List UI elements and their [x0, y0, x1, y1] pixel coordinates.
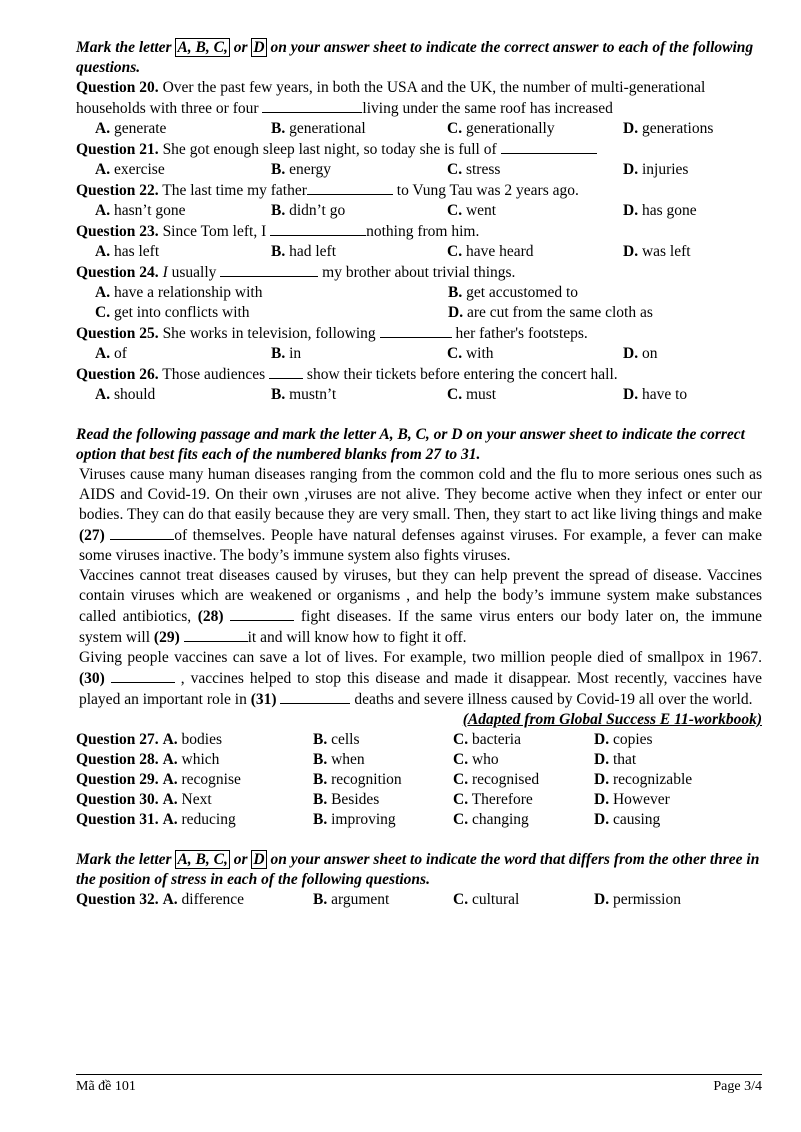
passage-source: (Adapted from Global Success E 11-workbook) — [462, 711, 762, 728]
option-a[interactable]: A. have a relationship with — [95, 284, 263, 301]
option-a[interactable]: difference — [181, 891, 245, 908]
option-a[interactable]: A. has left — [95, 243, 160, 260]
option-c[interactable]: changing — [471, 811, 529, 828]
answer-blank — [280, 689, 350, 704]
question-20: Question 20. Over the past few years, in both the USA and the UK, the number of multi-generational households with three or four living under the same roof has increased — [76, 79, 706, 117]
option-c[interactable]: C. have heard — [447, 243, 534, 260]
section3-instructions: Mark the letter A, B, C, or D on your answer sheet to indicate the word that differs from the other three in the position of stress in each of the following questions. — [76, 851, 760, 888]
option-a[interactable]: Next — [181, 791, 212, 808]
reading-passage — [76, 465, 762, 710]
passage-paragraph-1: Viruses cause many human diseases ranging from the common cold and the flu to more serious ones such as AIDS and Covid-19. On their own ,viruses are not alive. They become active when they infect or enter our bodies. They can do that easily because they are very small. Then, they start to act like living things and make (27) of themselves. People have natural defenses against viruses. For example, a fever can make some viruses inactive. The body’s immune system also fights viruses. — [79, 466, 763, 564]
option-c[interactable]: recognised — [471, 771, 540, 788]
question-27: Question 27. A. bodies B. cells C. bacteria D. copies — [76, 731, 653, 748]
answer-blank — [111, 668, 175, 683]
option-c[interactable]: C. with — [447, 345, 494, 362]
answer-blank — [110, 525, 174, 540]
question-28: Question 28. A. which B. when C. who D. that — [76, 751, 637, 768]
option-d[interactable]: D. on — [623, 345, 658, 362]
option-c[interactable]: C. stress — [447, 161, 501, 178]
section2-instructions: Read the following passage and mark the letter A, B, C, or D on your answer sheet to indicate the correct option that best fits each of the numbered blanks from 27 to 31. — [76, 426, 745, 463]
option-a[interactable]: which — [181, 751, 220, 768]
option-c[interactable]: C. must — [447, 386, 497, 403]
options-25 — [76, 344, 762, 364]
section1-instructions: Mark the letter A, B, C, or D on your answer sheet to indicate the correct answer to each of the following questions. — [76, 39, 754, 76]
option-c[interactable]: who — [471, 751, 499, 768]
answer-blank — [380, 323, 452, 338]
option-c[interactable]: C. get into conflicts with — [95, 304, 250, 321]
option-b[interactable]: when — [331, 751, 365, 768]
page-footer — [76, 1074, 762, 1095]
option-c[interactable]: Therefore — [471, 791, 533, 808]
option-a[interactable]: A. hasn’t gone — [95, 202, 186, 219]
option-b[interactable]: Besides — [331, 791, 380, 808]
letters-box: A, B, C, — [177, 851, 228, 868]
option-a[interactable]: A. should — [95, 386, 156, 403]
letter-d-box: D — [253, 851, 265, 868]
exam-page — [76, 38, 762, 910]
question-30: Question 30. A. Next B. Besides C. Therefore D. However — [76, 791, 670, 808]
option-c[interactable]: cultural — [471, 891, 520, 908]
option-d[interactable]: that — [612, 751, 637, 768]
options-23 — [76, 242, 762, 262]
options-26 — [76, 385, 762, 405]
option-b[interactable]: argument — [331, 891, 390, 908]
passage-paragraph-2: Vaccines cannot treat diseases caused by viruses, but they can help prevent the spread of disease. Vaccines contain viruses which are weakened or organisms , and help the body’s immune system make substances called antibiotics, (28) fight diseases. If the same virus enters our body later on, the immune system will (29) it and will know how to fight it off. — [79, 567, 763, 646]
option-c[interactable]: C. generationally — [447, 120, 555, 137]
option-d[interactable]: D. has gone — [623, 202, 697, 219]
option-b[interactable]: B. in — [271, 345, 302, 362]
option-d[interactable]: D. injuries — [623, 161, 689, 178]
option-d[interactable]: causing — [612, 811, 661, 828]
answer-blank — [262, 98, 362, 113]
options-20 — [76, 119, 762, 139]
question-22: Question 22. The last time my father to Vung Tau was 2 years ago. — [76, 182, 579, 199]
question-24: Question 24. I usually my brother about trivial things. — [76, 264, 516, 281]
question-31: Question 31. A. reducing B. improving C. changing D. causing — [76, 811, 661, 828]
option-a[interactable]: bodies — [181, 731, 222, 748]
answer-blank — [270, 221, 366, 236]
option-d[interactable]: copies — [612, 731, 653, 748]
options-21 — [76, 160, 762, 180]
question-21: Question 21. She got enough sleep last night, so today she is full of — [76, 139, 762, 160]
option-d[interactable]: D. are cut from the same cloth as — [448, 304, 653, 321]
option-d[interactable]: permission — [612, 891, 681, 908]
option-b[interactable]: B. had left — [271, 243, 337, 260]
option-a[interactable]: A. of — [95, 345, 127, 362]
option-b[interactable]: cells — [331, 731, 360, 748]
option-d[interactable]: However — [612, 791, 670, 808]
option-b[interactable]: B. mustn’t — [271, 386, 337, 403]
option-d[interactable]: D. have to — [623, 386, 688, 403]
question-32: Question 32. A. difference B. argument C. cultural D. permission — [76, 891, 681, 908]
question-29: Question 29. A. recognise B. recognition C. recognised D. recognizable — [76, 771, 693, 788]
answer-blank — [269, 364, 303, 379]
option-b[interactable]: recognition — [331, 771, 402, 788]
answer-blank — [230, 606, 294, 621]
option-c[interactable]: C. went — [447, 202, 497, 219]
answer-blank — [307, 180, 393, 195]
option-d[interactable]: D. generations — [623, 120, 714, 137]
option-b[interactable]: B. get accustomed to — [448, 284, 578, 301]
question-23: Question 23. Since Tom left, I nothing from him. — [76, 223, 480, 240]
option-b[interactable]: B. energy — [271, 161, 331, 178]
option-d[interactable]: D. was left — [623, 243, 691, 260]
option-a[interactable]: A. exercise — [95, 161, 165, 178]
letter-d-box: D — [253, 39, 265, 56]
answer-blank — [184, 627, 248, 642]
answer-blank — [220, 262, 318, 277]
question-25: Question 25. She works in television, following her father's footsteps. — [76, 325, 588, 342]
option-a[interactable]: reducing — [181, 811, 236, 828]
passage-paragraph-3: Giving people vaccines can save a lot of lives. For example, two million people died of smallpox in 1967. (30) , vaccines helped to stop this disease and made it disappear. Most recently, vaccines have played an important role in (31) deaths and severe illness caused by Covid-19 all over the world. — [79, 649, 762, 708]
answer-blank — [501, 139, 597, 154]
option-b[interactable]: B. generational — [271, 120, 366, 137]
exam-code: Mã đề 101 — [76, 1079, 136, 1094]
option-c[interactable]: bacteria — [471, 731, 521, 748]
option-b[interactable]: improving — [331, 811, 396, 828]
page-number: Page 3/4 — [713, 1079, 762, 1094]
option-a[interactable]: recognise — [181, 771, 241, 788]
option-b[interactable]: B. didn’t go — [271, 202, 346, 219]
option-d[interactable]: recognizable — [612, 771, 693, 788]
letters-box: A, B, C, — [177, 39, 228, 56]
option-a[interactable]: A. generate — [95, 120, 167, 137]
question-26: Question 26. Those audiences show their tickets before entering the concert hall. — [76, 366, 618, 383]
options-22 — [76, 201, 762, 221]
options-24 — [76, 283, 762, 323]
